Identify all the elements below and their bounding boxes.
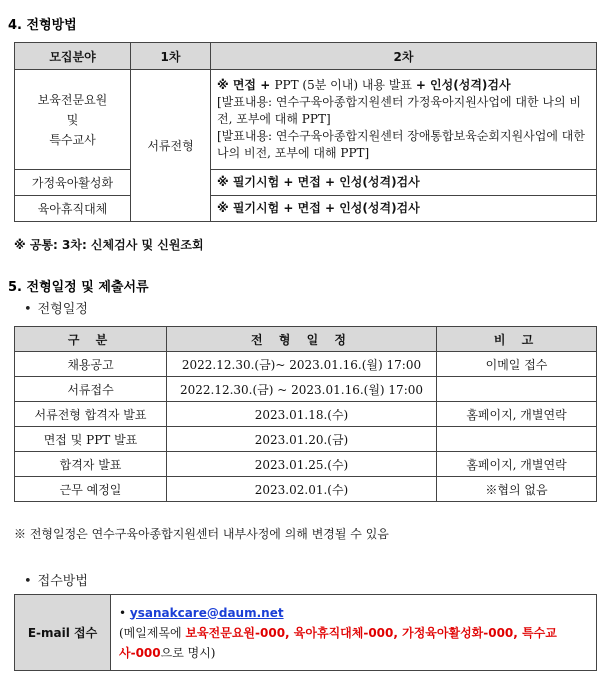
row-note: 홈페이지, 개별연락 [437, 452, 597, 477]
field-line-2: 및 [66, 112, 79, 127]
bullet-icon: • [119, 605, 130, 620]
table-row [15, 352, 597, 377]
schedule-subtitle [24, 298, 88, 317]
row-note: 이메일 접수 [437, 352, 597, 377]
email-link[interactable]: ysanakcare@daum.net [129, 605, 284, 620]
table-row [15, 452, 597, 477]
row-date: 2023.01.18.(수) [167, 402, 437, 427]
field-line-1: 보육전문요원 [37, 92, 108, 107]
row-date: 2022.12.30.(금) ~ 2023.01.16.(월) 17:00 [167, 377, 437, 402]
section-4-title: 4. 전형방법 [8, 18, 77, 33]
first-stage-document: 서류전형 [131, 70, 211, 222]
field-home-childcare: 가정육아활성화 [15, 170, 131, 196]
submission-table [14, 594, 597, 671]
row-note: ※협의 없음 [437, 477, 597, 502]
section-5-title: 5. 전형일정 및 제출서류 [8, 280, 149, 295]
second-mid: PPT (5분 이내) 내용 발표 [274, 78, 416, 92]
row-item: 면접 및 PPT 발표 [15, 427, 167, 452]
row-date: 2023.01.20.(금) [167, 427, 437, 452]
header-field: 모집분야 [15, 43, 131, 70]
header-remark: 비 고 [437, 327, 597, 352]
second-stage-specialist [211, 70, 597, 170]
schedule-table [14, 326, 597, 502]
row-note [437, 427, 597, 452]
common-note: ※ 공통: 3차: 신체검사 및 신원조회 [14, 238, 204, 252]
row-note: 홈페이지, 개별연락 [437, 402, 597, 427]
row-item: 서류전형 합격자 발표 [15, 402, 167, 427]
row-item: 합격자 발표 [15, 452, 167, 477]
header-category: 구 분 [15, 327, 167, 352]
email-submission-detail [111, 595, 597, 671]
submission-subtitle-text: 접수방법 [37, 574, 88, 589]
row-date: 2023.02.01.(수) [167, 477, 437, 502]
selection-method-table [14, 42, 597, 222]
email-submission-label: E-mail 접수 [15, 595, 111, 671]
field-line-3: 특수교사 [49, 132, 96, 147]
header-schedule: 전 형 일 정 [167, 327, 437, 352]
row-item: 근무 예정일 [15, 477, 167, 502]
schedule-change-note: ※ 전형일정은 연수구육아종합지원센터 내부사정에 의해 변경될 수 있음 [14, 527, 389, 541]
table-row [15, 377, 597, 402]
row-date: 2023.01.25.(수) [167, 452, 437, 477]
submission-subtitle [24, 570, 88, 589]
second-stage-main [217, 77, 590, 94]
presentation-detail-2: [발표내용: 연수구육아종합지원센터 장애통합보육순회지원사업에 대한 나의 비전, 포부에 대해 PPT] [217, 129, 585, 160]
table-row [15, 477, 597, 502]
field-childcare-specialist [15, 70, 131, 170]
second-bold-a: ※ 면접 + [217, 78, 275, 92]
second-stage-home-childcare: ※ 필기시험 + 면접 + 인성(성격)검사 [211, 170, 597, 196]
field-parental-leave: 육아휴직대체 [15, 196, 131, 222]
second-bold-b: + 인성(성격)검사 [415, 78, 511, 92]
bullet-icon: • [24, 574, 32, 589]
email-line [119, 603, 588, 623]
row-note [437, 377, 597, 402]
row-item: 채용공고 [15, 352, 167, 377]
table-row [15, 427, 597, 452]
row-item: 서류접수 [15, 377, 167, 402]
subject-format: 보육전문요원-000, 육아휴직대체-000, 가정육아활성화-000, 특수교사-000 [119, 625, 557, 660]
header-second: 2차 [211, 43, 597, 70]
header-first: 1차 [131, 43, 211, 70]
schedule-subtitle-text: 전형일정 [37, 302, 88, 317]
instruction-suffix: 으로 명시) [160, 645, 216, 660]
presentation-detail-1: [발표내용: 연수구육아종합지원센터 가정육아지원사업에 대한 나의 비전, 포부에 대해 PPT] [217, 95, 581, 126]
second-stage-parental-leave: ※ 필기시험 + 면접 + 인성(성격)검사 [211, 196, 597, 222]
bullet-icon: • [24, 302, 32, 317]
row-date: 2022.12.30.(금)~ 2023.01.16.(월) 17:00 [167, 352, 437, 377]
email-subject-instruction [119, 623, 588, 663]
instruction-prefix: (메일제목에 [119, 625, 186, 640]
table-row [15, 402, 597, 427]
